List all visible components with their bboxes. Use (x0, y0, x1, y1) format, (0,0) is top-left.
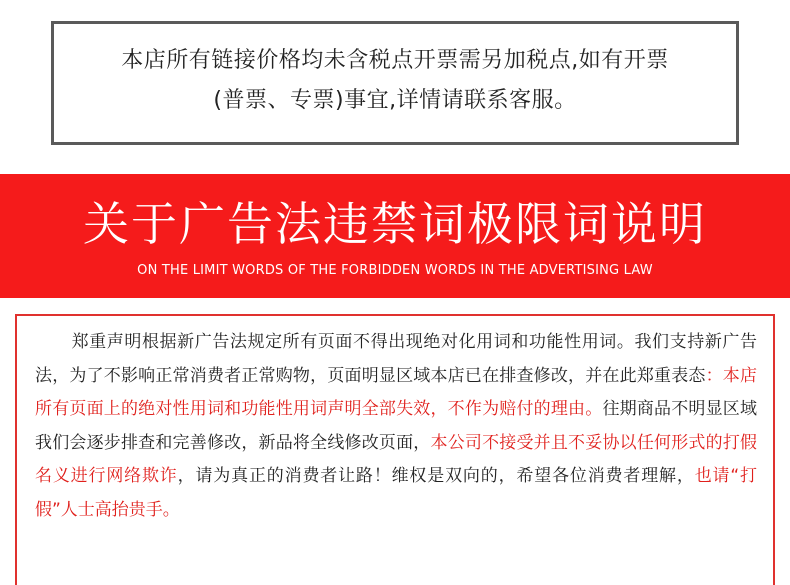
banner-title: 关于广告法违禁词极限词说明 (83, 197, 707, 251)
advertising-law-banner (0, 174, 790, 298)
tax-notice-line-1: 本店所有链接价格均未含税点开票需另加税点,如有开票 (121, 48, 669, 73)
statement-segment-1: 郑重声明根据新广告法规定所有页面不得出现绝对化用词和功能性用词。我们支持新广告法，为了不影响正常消费者正常购物，页面明显区域本店已在排查修改，并在此郑重表态 (35, 332, 757, 386)
statement-segment-4-highlight: 本公司不接受并且不妥协以任何形式的打假名义进行网络欺诈 (35, 432, 758, 486)
statement-segment-3: 往期商品不明显区域我们会逐步排查和完善修改，新品将全线修改页面， (35, 399, 757, 453)
statement-segment-5: ，请为真正的消费者让路！维权是双向的，希望各位消费者理解， (177, 466, 695, 486)
statement-segment-2-highlight: ：本店所有页面上的绝对性用词和功能性用词声明全部失效，不作为赔付的理由。 (35, 365, 757, 419)
banner-subtitle: ON THE LIMIT WORDS OF THE FORBIDDEN WORDS IN THE ADVERTISING LAW (137, 263, 653, 278)
statement-segment-6-highlight: 也请“打假”人士高抬贵手。 (35, 466, 757, 520)
tax-notice-line-2: (普票、专票)事宜,详情请联系客服。 (213, 88, 577, 113)
tax-notice-text (54, 24, 736, 121)
statement-box (15, 314, 775, 585)
statement-paragraph (17, 316, 773, 527)
tax-notice-box (51, 21, 739, 145)
